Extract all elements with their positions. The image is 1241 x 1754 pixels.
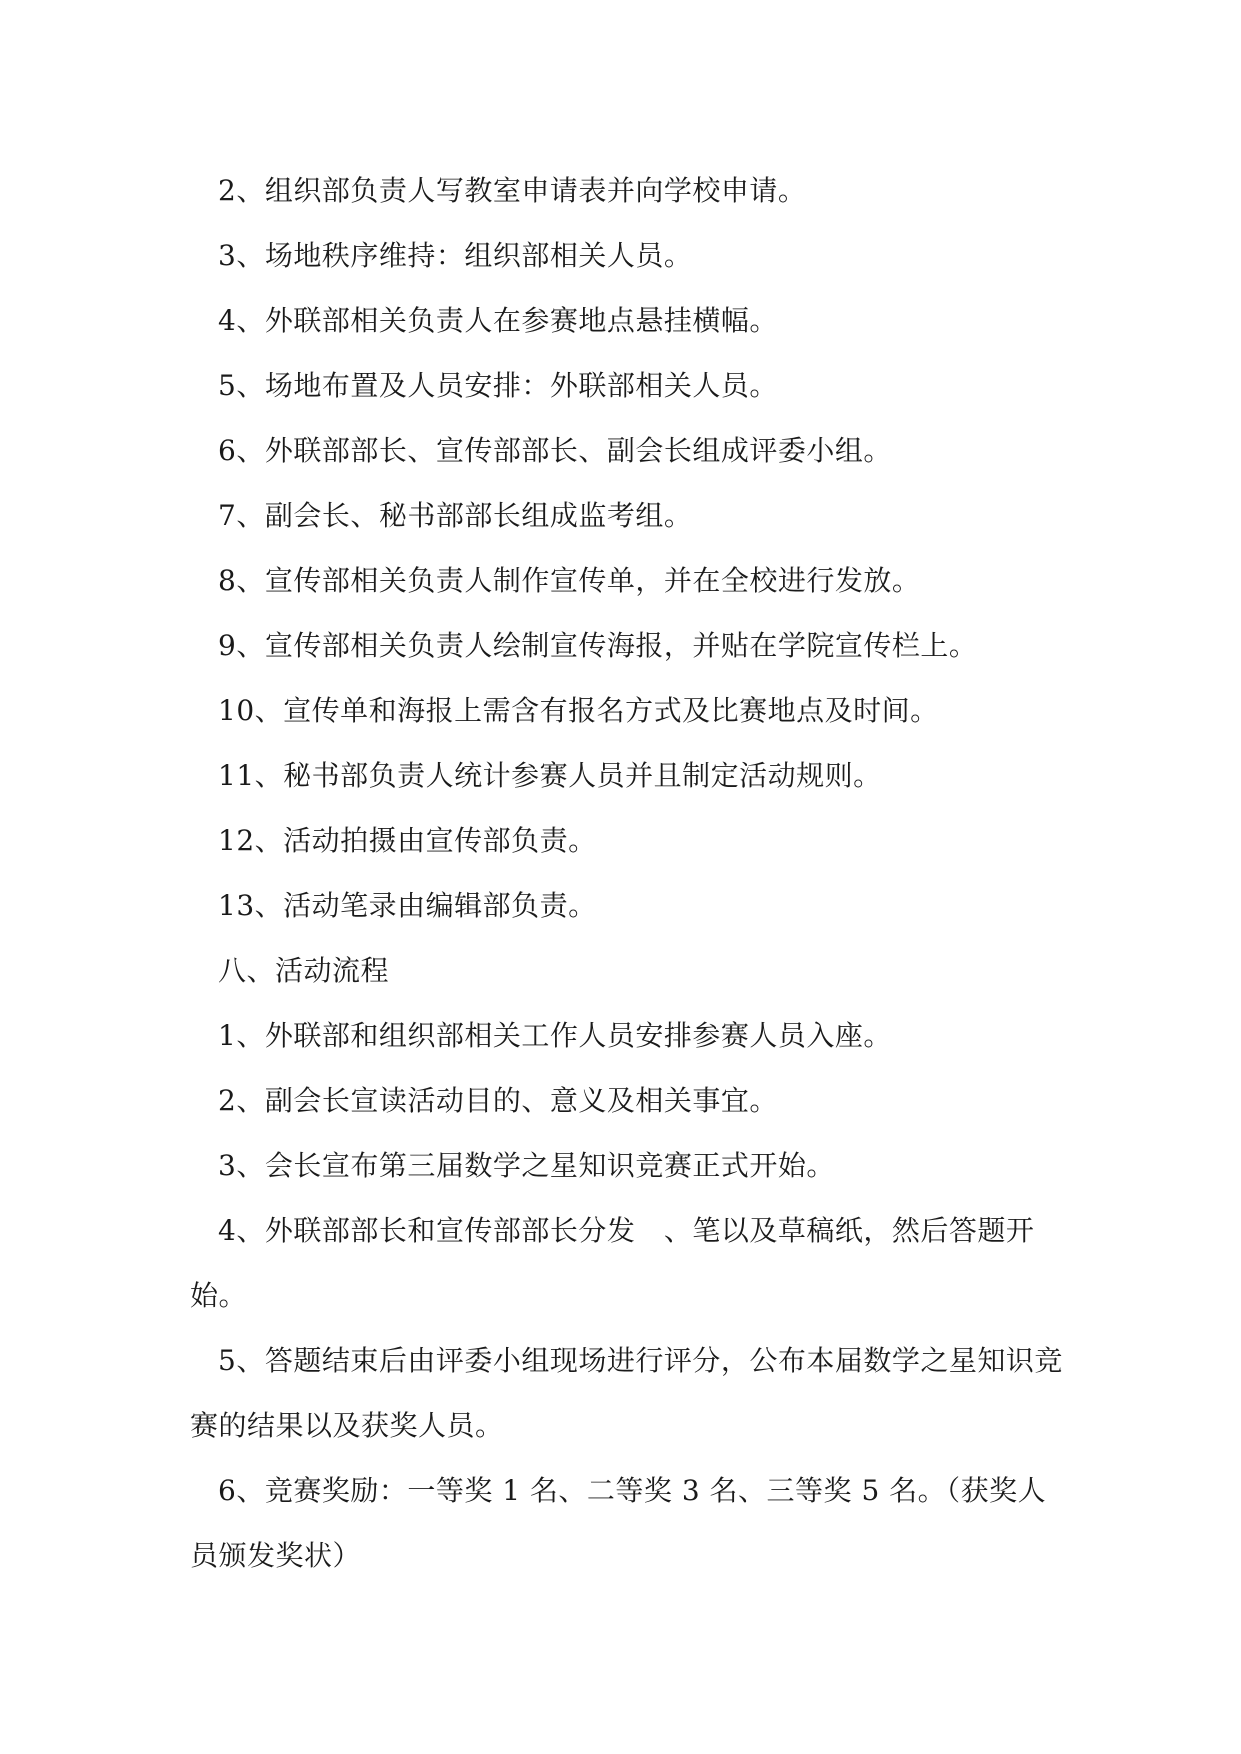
- paragraph-item-12: 12、活动拍摄由宣传部负责。: [218, 824, 597, 857]
- paragraph-item-13: 13、活动笔录由编辑部负责。: [218, 889, 597, 922]
- paragraph-item-10: 10、宣传单和海报上需含有报名方式及比赛地点及时间。: [218, 694, 939, 727]
- paragraph-item-6: 6、外联部部长、宣传部部长、副会长组成评委小组。: [218, 434, 892, 467]
- paragraph-item-4: 4、外联部相关负责人在参赛地点悬挂横幅。: [218, 304, 778, 337]
- process-step-5: 5、答题结束后由评委小组现场进行评分，公布本届数学之星知识竞赛的结果以及获奖人员。: [190, 1344, 1063, 1442]
- process-step-3: 3、会长宣布第三届数学之星知识竞赛正式开始。: [218, 1149, 835, 1182]
- process-step-2: 2、副会长宣读活动目的、意义及相关事宜。: [218, 1084, 778, 1117]
- paragraph-item-5: 5、场地布置及人员安排：外联部相关人员。: [218, 369, 778, 402]
- process-step-6: 6、竞赛奖励：一等奖 1 名、二等奖 3 名、三等奖 5 名。（获奖人员颁发奖状）: [190, 1474, 1047, 1572]
- paragraph-item-2: 2、组织部负责人写教室申请表并向学校申请。: [218, 174, 807, 207]
- paragraph-item-7: 7、副会长、秘书部部长组成监考组。: [218, 499, 693, 532]
- document-body: [190, 158, 1070, 1588]
- paragraph-item-8: 8、宣传部相关负责人制作宣传单，并在全校进行发放。: [218, 564, 921, 597]
- section-heading: 八、活动流程: [218, 954, 390, 987]
- paragraph-item-11: 11、秘书部负责人统计参赛人员并且制定活动规则。: [218, 759, 882, 792]
- paragraph-item-9: 9、宣传部相关负责人绘制宣传海报，并贴在学院宣传栏上。: [218, 629, 978, 662]
- paragraph-item-3: 3、场地秩序维持：组织部相关人员。: [218, 239, 693, 272]
- process-step-1: 1、外联部和组织部相关工作人员安排参赛人员入座。: [218, 1019, 892, 1052]
- process-step-4: 4、外联部部长和宣传部部长分发 、笔以及草稿纸，然后答题开始。: [190, 1214, 1035, 1312]
